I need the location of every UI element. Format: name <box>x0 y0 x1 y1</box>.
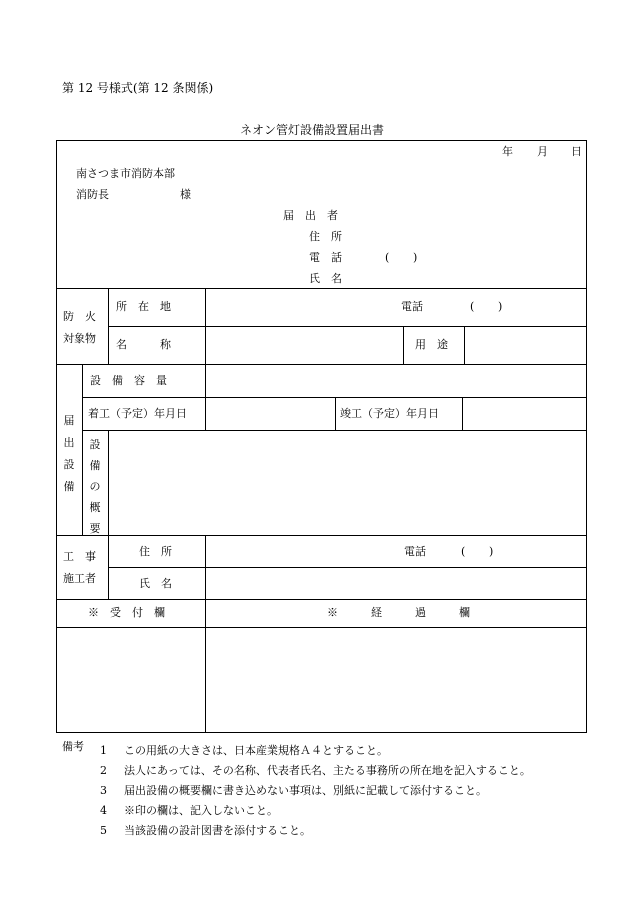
form-number: 第 12 号様式(第 12 条関係) <box>62 81 214 95</box>
addressee-title: 消防長 <box>76 188 109 201</box>
contractor-phone-label: 電話 <box>404 545 426 558</box>
divider <box>56 288 587 289</box>
note-text: ※印の欄は、記入しないこと。 <box>124 804 278 817</box>
start-date-label: 着工（予定）年月日 <box>88 407 187 420</box>
date-day: 日 <box>571 145 582 158</box>
use-label: 用 途 <box>415 338 448 351</box>
note-item <box>100 801 531 821</box>
divider <box>82 430 587 431</box>
applicant-phone-paren-open: ( <box>385 251 390 264</box>
divider <box>464 326 465 364</box>
contractor-phone-paren-open: ( <box>461 545 466 558</box>
divider <box>56 627 587 628</box>
applicant-phone-paren-close: ) <box>413 251 418 264</box>
contractor-name-label: 氏 名 <box>139 577 172 590</box>
addressee-org: 南さつま市消防本部 <box>76 167 175 180</box>
location-label: 所 在 地 <box>116 300 171 313</box>
contractor-label-line2: 施工者 <box>63 572 96 585</box>
equipment-side-char: 出 <box>63 436 75 449</box>
notes-heading: 備考 <box>62 740 84 753</box>
divider <box>403 326 404 364</box>
divider <box>56 535 587 536</box>
target-label-line2: 対象物 <box>63 332 96 345</box>
divider <box>108 288 109 364</box>
applicant-address-label: 住 所 <box>309 230 342 243</box>
note-text: 当該設備の設計図書を添付すること。 <box>124 824 311 837</box>
overview-char: 概 <box>89 501 101 514</box>
divider <box>56 364 587 365</box>
note-number: 2 <box>100 764 107 777</box>
equipment-side-char: 届 <box>63 414 75 427</box>
capacity-label: 設 備 容 量 <box>90 374 167 387</box>
divider <box>56 599 587 600</box>
target-phone-label: 電話 <box>401 300 423 313</box>
divider <box>205 288 206 364</box>
addressee-honorific: 様 <box>180 188 191 201</box>
note-number: 4 <box>100 804 107 817</box>
note-number: 3 <box>100 784 107 797</box>
date-month: 月 <box>537 145 548 158</box>
note-number: 1 <box>100 744 107 757</box>
note-text: 法人にあっては、その名称、代表者氏名、主たる事務所の所在地を記入すること。 <box>124 764 531 777</box>
note-text: この用紙の大きさは、日本産業規格Ａ４とすること。 <box>124 744 388 757</box>
overview-label <box>82 434 108 539</box>
overview-char: の <box>89 480 101 493</box>
form-title: ネオン管灯設備設置届出書 <box>240 123 385 137</box>
contractor-phone-paren-close: ) <box>489 545 494 558</box>
applicant-name-label: 氏 名 <box>309 272 342 285</box>
contractor-address-label: 住 所 <box>139 545 172 558</box>
target-label-line1: 防 火 <box>63 310 96 323</box>
divider <box>108 567 587 568</box>
equipment-side-char: 設 <box>63 458 75 471</box>
divider <box>108 430 109 535</box>
divider <box>205 535 206 733</box>
overview-char: 要 <box>89 522 101 535</box>
target-phone-paren-open: ( <box>470 300 475 313</box>
note-text: 届出設備の概要欄に書き込めない事項は、別紙に記載して添付すること。 <box>124 784 487 797</box>
form-table <box>56 140 587 733</box>
divider <box>335 397 336 430</box>
note-item <box>100 761 531 781</box>
target-phone-paren-close: ) <box>498 300 503 313</box>
target-name-label: 名 称 <box>116 338 171 351</box>
note-item <box>100 781 531 801</box>
note-item <box>100 741 531 761</box>
finish-date-label: 竣工（予定）年月日 <box>340 407 439 420</box>
divider <box>205 364 206 430</box>
equipment-side-label <box>56 410 82 498</box>
equipment-side-char: 備 <box>63 480 75 493</box>
note-item <box>100 821 531 841</box>
applicant-phone-label: 電 話 <box>309 251 342 264</box>
overview-char: 備 <box>89 459 101 472</box>
progress-label: ※ 経 過 欄 <box>327 606 470 619</box>
divider <box>108 326 587 327</box>
reception-label: ※ 受 付 欄 <box>88 606 165 619</box>
applicant-label: 届 出 者 <box>283 209 338 222</box>
divider <box>108 535 109 599</box>
overview-char: 設 <box>89 438 101 451</box>
note-number: 5 <box>100 824 107 837</box>
date-year: 年 <box>502 145 513 158</box>
divider <box>462 397 463 430</box>
notes-list <box>100 741 531 841</box>
contractor-label-line1: 工 事 <box>63 550 96 563</box>
